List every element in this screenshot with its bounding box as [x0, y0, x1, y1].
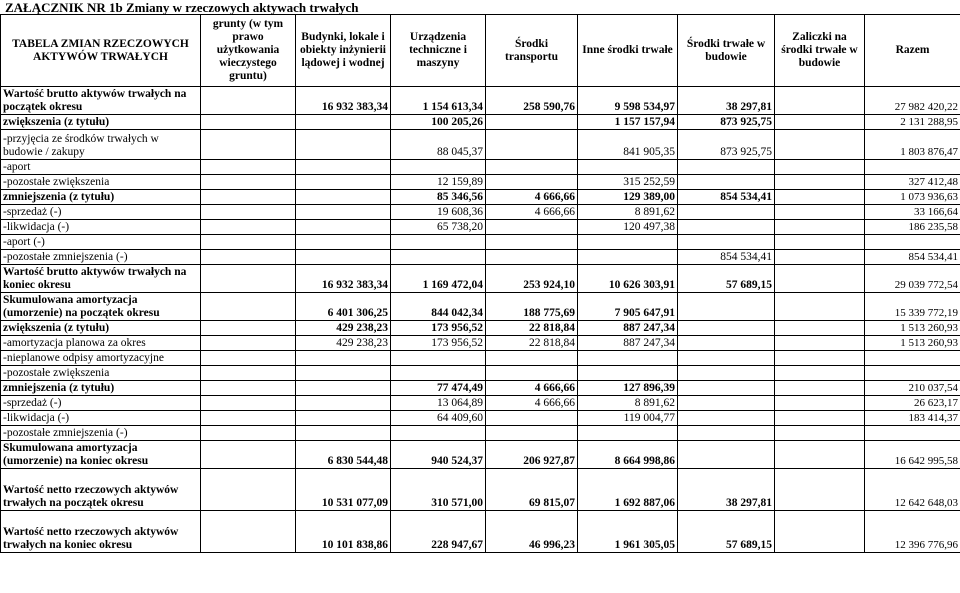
table-cell: 844 042,34 [391, 293, 486, 321]
row-label: -pozostałe zmniejszenia (-) [1, 426, 201, 441]
table-row [1, 469, 960, 511]
table-cell [775, 160, 865, 175]
table-cell [201, 469, 296, 511]
table-cell [201, 336, 296, 351]
row-label: -pozostałe zmniejszenia (-) [1, 250, 201, 265]
table-cell: 1 803 876,47 [865, 130, 960, 160]
table-cell [775, 220, 865, 235]
table-cell: 854 534,41 [678, 190, 775, 205]
table-cell: 10 101 838,86 [296, 511, 391, 553]
table-cell [391, 366, 486, 381]
table-cell: 1 169 472,04 [391, 265, 486, 293]
table-cell [201, 441, 296, 469]
row-label: Wartość netto rzeczowych aktywów trwałych na koniec okresu [1, 511, 201, 553]
table-cell: 1 073 936,63 [865, 190, 960, 205]
row-label: -przyjęcia ze środków trwałych w budowie / zakupy [1, 130, 201, 160]
table-cell: 9 598 534,97 [578, 87, 678, 115]
table-cell [578, 366, 678, 381]
table-cell: 315 252,59 [578, 175, 678, 190]
table-cell: 65 738,20 [391, 220, 486, 235]
table-cell: 8 891,62 [578, 205, 678, 220]
row-label: -likwidacja (-) [1, 411, 201, 426]
row-label: -sprzedaż (-) [1, 205, 201, 220]
table-row [1, 293, 960, 321]
table-cell [296, 235, 391, 250]
header-cell: TABELA ZMIAN RZECZOWYCH AKTYWÓW TRWAŁYCH [1, 15, 201, 87]
table-cell [201, 220, 296, 235]
row-label: -pozostałe zwiększenia [1, 366, 201, 381]
table-row [1, 205, 960, 220]
table-cell [775, 265, 865, 293]
table-cell [865, 366, 960, 381]
header-row [1, 15, 960, 87]
table-row [1, 366, 960, 381]
table-cell [296, 351, 391, 366]
table-cell [486, 115, 578, 130]
table-cell: 2 131 288,95 [865, 115, 960, 130]
table-cell: 69 815,07 [486, 469, 578, 511]
row-label: Wartość brutto aktywów trwałych na początek okresu [1, 87, 201, 115]
fixed-assets-table [0, 14, 960, 553]
table-cell: 4 666,66 [486, 381, 578, 396]
table-cell [296, 381, 391, 396]
table-cell [486, 160, 578, 175]
table-cell [775, 235, 865, 250]
table-cell: 85 346,56 [391, 190, 486, 205]
table-cell: 119 004,77 [578, 411, 678, 426]
table-cell [486, 366, 578, 381]
table-cell: 57 689,15 [678, 511, 775, 553]
table-cell [775, 441, 865, 469]
row-label: -aport (-) [1, 235, 201, 250]
table-row [1, 115, 960, 130]
table-cell: 22 818,84 [486, 336, 578, 351]
table-cell [296, 130, 391, 160]
table-cell: 100 205,26 [391, 115, 486, 130]
table-cell [296, 160, 391, 175]
table-cell [391, 250, 486, 265]
table-cell [486, 250, 578, 265]
table-cell [775, 336, 865, 351]
row-label: zmniejszenia (z tytułu) [1, 190, 201, 205]
table-cell: 13 064,89 [391, 396, 486, 411]
row-label: zwiększenia (z tytułu) [1, 115, 201, 130]
row-label: -likwidacja (-) [1, 220, 201, 235]
table-cell: 183 414,37 [865, 411, 960, 426]
table-cell [578, 351, 678, 366]
table-cell: 310 571,00 [391, 469, 486, 511]
table-cell: 15 339 772,19 [865, 293, 960, 321]
table-cell: 120 497,38 [578, 220, 678, 235]
table-cell: 1 961 305,05 [578, 511, 678, 553]
table-cell [296, 396, 391, 411]
table-cell [201, 87, 296, 115]
table-cell: 33 166,64 [865, 205, 960, 220]
table-cell [775, 205, 865, 220]
table-cell [578, 235, 678, 250]
table-cell [296, 250, 391, 265]
table-cell [296, 115, 391, 130]
table-cell: 8 891,62 [578, 396, 678, 411]
table-row [1, 160, 960, 175]
table-cell [201, 426, 296, 441]
table-cell [678, 293, 775, 321]
header-cell: Razem [865, 15, 960, 87]
table-cell: 4 666,66 [486, 396, 578, 411]
row-label: Wartość brutto aktywów trwałych na koniec okresu [1, 265, 201, 293]
table-cell: 258 590,76 [486, 87, 578, 115]
table-row [1, 336, 960, 351]
table-cell: 873 925,75 [678, 115, 775, 130]
table-cell [678, 396, 775, 411]
row-label: Wartość netto rzeczowych aktywów trwałych na początek okresu [1, 469, 201, 511]
table-cell [775, 381, 865, 396]
table-cell [486, 235, 578, 250]
header-cell: Inne środki trwałe [578, 15, 678, 87]
table-cell [201, 175, 296, 190]
table-cell [296, 205, 391, 220]
row-label: -amortyzacja planowa za okres [1, 336, 201, 351]
table-cell: 4 666,66 [486, 190, 578, 205]
table-cell [775, 469, 865, 511]
header-cell: Środki trwałe w budowie [678, 15, 775, 87]
table-cell: 19 608,36 [391, 205, 486, 220]
table-cell: 1 513 260,93 [865, 336, 960, 351]
table-cell: 4 666,66 [486, 205, 578, 220]
table-cell: 429 238,23 [296, 336, 391, 351]
row-label: -pozostałe zwiększenia [1, 175, 201, 190]
table-cell [391, 235, 486, 250]
table-row [1, 396, 960, 411]
table-cell: 188 775,69 [486, 293, 578, 321]
row-label: -sprzedaż (-) [1, 396, 201, 411]
table-cell: 77 474,49 [391, 381, 486, 396]
table-cell [578, 426, 678, 441]
table-row [1, 175, 960, 190]
table-cell [775, 190, 865, 205]
table-cell [201, 265, 296, 293]
header-cell: Środki transportu [486, 15, 578, 87]
table-cell [775, 351, 865, 366]
table-cell [296, 426, 391, 441]
table-cell [775, 321, 865, 336]
table-body [1, 87, 960, 553]
table-cell: 127 896,39 [578, 381, 678, 396]
table-cell [201, 351, 296, 366]
table-cell: 22 818,84 [486, 321, 578, 336]
table-cell [775, 411, 865, 426]
table-cell: 173 956,52 [391, 336, 486, 351]
table-cell: 38 297,81 [678, 87, 775, 115]
table-cell [775, 396, 865, 411]
table-row [1, 411, 960, 426]
table-row [1, 321, 960, 336]
table-cell: 46 996,23 [486, 511, 578, 553]
table-cell [775, 366, 865, 381]
table-cell: 129 389,00 [578, 190, 678, 205]
table-cell [678, 235, 775, 250]
table-row [1, 426, 960, 441]
row-label: Skumulowana amortyzacja (umorzenie) na koniec okresu [1, 441, 201, 469]
table-row [1, 87, 960, 115]
table-cell [296, 175, 391, 190]
table-cell: 186 235,58 [865, 220, 960, 235]
table-cell [678, 381, 775, 396]
table-cell [678, 220, 775, 235]
table-cell: 12 642 648,03 [865, 469, 960, 511]
table-cell [678, 205, 775, 220]
table-cell [296, 190, 391, 205]
row-label: -aport [1, 160, 201, 175]
table-cell [678, 426, 775, 441]
table-cell [296, 411, 391, 426]
table-cell [865, 426, 960, 441]
table-row [1, 130, 960, 160]
header-cell: Urządzenia techniczne i maszyny [391, 15, 486, 87]
table-cell: 6 401 306,25 [296, 293, 391, 321]
table-cell [678, 175, 775, 190]
row-label: -nieplanowe odpisy amortyzacyjne [1, 351, 201, 366]
table-cell [486, 426, 578, 441]
table-cell [201, 293, 296, 321]
table-cell [775, 426, 865, 441]
table-cell: 173 956,52 [391, 321, 486, 336]
table-row [1, 381, 960, 396]
table-cell [775, 175, 865, 190]
table-cell [578, 250, 678, 265]
table-cell [678, 336, 775, 351]
table-cell [678, 321, 775, 336]
table-cell [201, 321, 296, 336]
row-label: zmniejszenia (z tytułu) [1, 381, 201, 396]
table-cell [678, 160, 775, 175]
table-cell: 16 932 383,34 [296, 265, 391, 293]
table-cell [201, 366, 296, 381]
table-cell: 228 947,67 [391, 511, 486, 553]
table-cell [486, 220, 578, 235]
table-cell [775, 130, 865, 160]
table-cell [865, 160, 960, 175]
table-cell [678, 441, 775, 469]
table-cell [775, 293, 865, 321]
table-cell: 16 932 383,34 [296, 87, 391, 115]
table-row [1, 220, 960, 235]
table-cell [775, 115, 865, 130]
table-cell: 887 247,34 [578, 321, 678, 336]
table-cell [201, 130, 296, 160]
table-cell [201, 381, 296, 396]
table-cell: 26 623,17 [865, 396, 960, 411]
table-cell [775, 511, 865, 553]
table-cell: 841 905,35 [578, 130, 678, 160]
table-cell: 38 297,81 [678, 469, 775, 511]
table-row [1, 511, 960, 553]
table-cell [391, 351, 486, 366]
table-cell [865, 351, 960, 366]
table-cell: 210 037,54 [865, 381, 960, 396]
table-cell [201, 115, 296, 130]
table-cell [296, 366, 391, 381]
document-title: ZAŁĄCZNIK NR 1b Zmiany w rzeczowych aktywach trwałych [5, 0, 359, 15]
table-cell [678, 366, 775, 381]
table-cell [486, 130, 578, 160]
table-cell: 27 982 420,22 [865, 87, 960, 115]
table-cell [201, 235, 296, 250]
table-cell: 1 513 260,93 [865, 321, 960, 336]
table-cell: 29 039 772,54 [865, 265, 960, 293]
row-label: zwiększenia (z tytułu) [1, 321, 201, 336]
table-cell: 873 925,75 [678, 130, 775, 160]
table-cell: 12 396 776,96 [865, 511, 960, 553]
table-cell: 10 531 077,09 [296, 469, 391, 511]
header-cell: grunty (w tym prawo użytkowania wieczystego gruntu) [201, 15, 296, 87]
table-cell: 12 159,89 [391, 175, 486, 190]
table-cell [486, 411, 578, 426]
table-cell [201, 250, 296, 265]
table-cell: 327 412,48 [865, 175, 960, 190]
table-row [1, 235, 960, 250]
table-cell: 57 689,15 [678, 265, 775, 293]
table-cell: 6 830 544,48 [296, 441, 391, 469]
table-cell [201, 190, 296, 205]
table-row [1, 351, 960, 366]
table-cell: 253 924,10 [486, 265, 578, 293]
table-row [1, 190, 960, 205]
table-cell: 854 534,41 [865, 250, 960, 265]
table-cell [201, 205, 296, 220]
table-cell: 7 905 647,91 [578, 293, 678, 321]
table-cell [391, 160, 486, 175]
table-cell: 16 642 995,58 [865, 441, 960, 469]
table-row [1, 250, 960, 265]
header-cell: Budynki, lokale i obiekty inżynierii lądowej i wodnej [296, 15, 391, 87]
table-cell [775, 87, 865, 115]
table-cell: 10 626 303,91 [578, 265, 678, 293]
table-cell [775, 250, 865, 265]
row-label: Skumulowana amortyzacja (umorzenie) na początek okresu [1, 293, 201, 321]
table-cell [201, 511, 296, 553]
table-cell: 1 692 887,06 [578, 469, 678, 511]
table-cell: 854 534,41 [678, 250, 775, 265]
table-cell: 64 409,60 [391, 411, 486, 426]
table-cell [678, 411, 775, 426]
table-cell: 1 157 157,94 [578, 115, 678, 130]
table-cell [678, 351, 775, 366]
table-cell: 8 664 998,86 [578, 441, 678, 469]
table-cell [391, 426, 486, 441]
table-row [1, 441, 960, 469]
table-cell [201, 396, 296, 411]
table-cell [486, 351, 578, 366]
table-cell [865, 235, 960, 250]
table-cell [296, 220, 391, 235]
table-row [1, 265, 960, 293]
table-cell [201, 160, 296, 175]
table-cell: 887 247,34 [578, 336, 678, 351]
table-cell: 940 524,37 [391, 441, 486, 469]
table-cell [486, 175, 578, 190]
table-cell: 1 154 613,34 [391, 87, 486, 115]
table-cell: 88 045,37 [391, 130, 486, 160]
table-cell [201, 411, 296, 426]
header-cell: Zaliczki na środki trwałe w budowie [775, 15, 865, 87]
table-cell [578, 160, 678, 175]
table-cell: 206 927,87 [486, 441, 578, 469]
table-cell: 429 238,23 [296, 321, 391, 336]
